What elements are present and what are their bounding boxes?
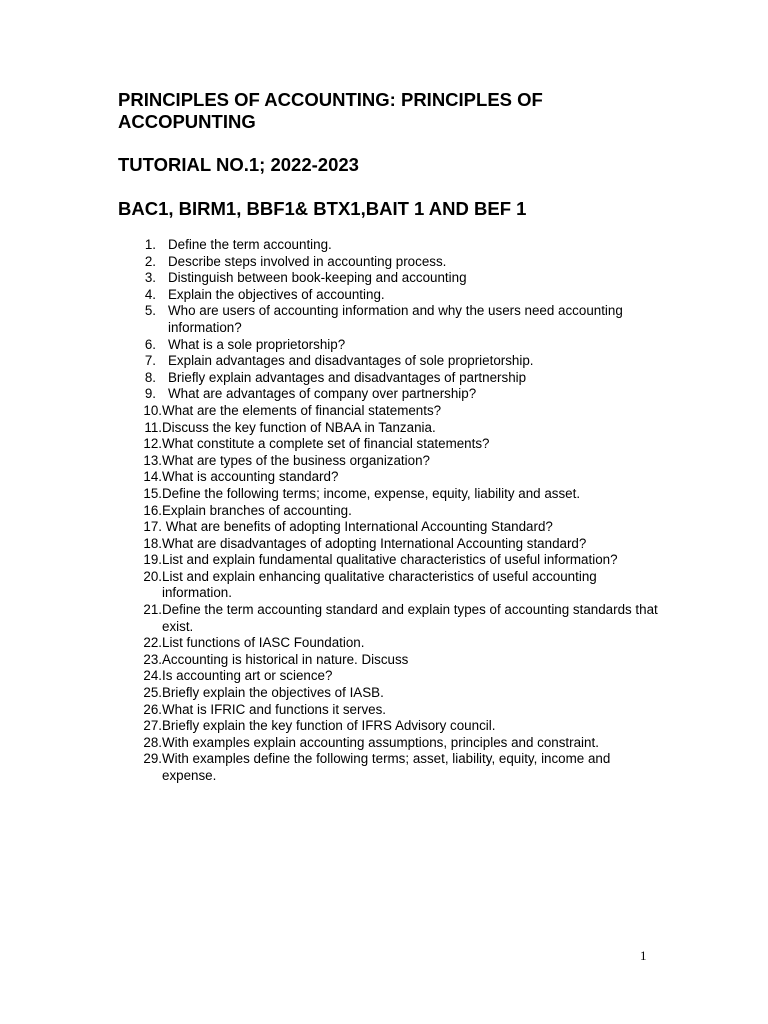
question-text: What are types of the business organization? bbox=[162, 452, 430, 468]
question-item bbox=[130, 436, 660, 453]
question-item bbox=[130, 735, 660, 752]
question-text: Accounting is historical in nature. Discuss bbox=[162, 651, 409, 667]
question-item bbox=[130, 685, 660, 702]
question-text: List and explain fundamental qualitative characteristics of useful information? bbox=[162, 552, 618, 568]
question-number: 15. bbox=[143, 485, 162, 501]
question-item bbox=[130, 569, 660, 602]
question-item bbox=[130, 635, 660, 652]
question-number: 13. bbox=[143, 452, 162, 468]
question-item bbox=[130, 353, 660, 370]
question-text: Explain advantages and disadvantages of sole proprietorship. bbox=[168, 353, 534, 369]
question-text: Is accounting art or science? bbox=[162, 668, 333, 684]
question-item bbox=[130, 519, 660, 536]
question-text: Who are users of accounting information and why the users need accounting information? bbox=[168, 303, 627, 335]
question-text: Explain the objectives of accounting. bbox=[168, 286, 385, 302]
question-text: List and explain enhancing qualitative characteristics of useful accounting information. bbox=[162, 568, 601, 601]
page-number: 1 bbox=[640, 948, 647, 963]
question-item bbox=[130, 718, 660, 735]
question-item bbox=[130, 668, 660, 685]
question-number: 14. bbox=[143, 469, 162, 485]
question-text: With examples explain accounting assumptions, principles and constraint. bbox=[162, 734, 599, 750]
question-text: Explain branches of accounting. bbox=[162, 502, 352, 518]
question-item bbox=[130, 303, 660, 336]
question-item bbox=[130, 420, 660, 437]
question-number: 17. bbox=[143, 519, 162, 535]
question-number: 18. bbox=[143, 535, 162, 551]
question-item bbox=[130, 552, 660, 569]
question-number: 10. bbox=[143, 402, 162, 418]
question-text: What is IFRIC and functions it serves. bbox=[162, 701, 386, 717]
question-number: 24. bbox=[143, 668, 162, 684]
question-item bbox=[130, 602, 660, 635]
question-item bbox=[130, 486, 660, 503]
question-text: Define the following terms; income, expense, equity, liability and asset. bbox=[162, 485, 581, 501]
question-number: 7. bbox=[144, 353, 156, 369]
question-item bbox=[130, 337, 660, 354]
question-text: What is a sole proprietorship? bbox=[168, 336, 346, 352]
question-item bbox=[130, 702, 660, 719]
question-number: 8. bbox=[144, 369, 156, 385]
document-title: PRINCIPLES OF ACCOUNTING: PRINCIPLES OF ACCOPUNTING bbox=[118, 89, 543, 132]
question-number: 23. bbox=[143, 651, 162, 667]
question-number: 3. bbox=[144, 270, 156, 286]
question-number: 2. bbox=[144, 253, 156, 269]
question-text: Briefly explain the objectives of IASB. bbox=[162, 685, 384, 701]
question-item bbox=[130, 469, 660, 486]
question-number: 28. bbox=[143, 734, 162, 750]
question-text: What are benefits of adopting International Accounting Standard? bbox=[162, 519, 553, 535]
question-item bbox=[130, 503, 660, 520]
question-number: 21. bbox=[143, 602, 162, 618]
question-number: 20. bbox=[143, 568, 162, 584]
question-number: 19. bbox=[143, 552, 162, 568]
question-number: 29. bbox=[143, 751, 162, 767]
question-number: 9. bbox=[144, 386, 156, 402]
question-item bbox=[130, 370, 660, 387]
question-number: 12. bbox=[143, 436, 162, 452]
question-text: What constitute a complete set of financial statements? bbox=[162, 436, 490, 452]
question-item bbox=[130, 287, 660, 304]
tutorial-heading: TUTORIAL NO.1; 2022-2023 bbox=[118, 154, 359, 175]
question-item bbox=[130, 403, 660, 420]
question-number: 11. bbox=[144, 419, 162, 435]
question-number: 4. bbox=[144, 286, 156, 302]
question-item bbox=[130, 453, 660, 470]
question-text: With examples define the following terms; asset, liability, equity, income and expense. bbox=[162, 751, 615, 783]
question-text: What are advantages of company over partnership? bbox=[168, 386, 477, 402]
question-text: Discuss the key function of NBAA in Tanzania. bbox=[162, 419, 436, 435]
classes-heading: BAC1, BIRM1, BBF1& BTX1,BAIT 1 AND BEF 1 bbox=[118, 198, 527, 219]
question-text: What is accounting standard? bbox=[162, 469, 339, 485]
question-item bbox=[130, 386, 660, 403]
question-number: 1. bbox=[144, 237, 156, 252]
question-text: Distinguish between book-keeping and accounting bbox=[168, 270, 467, 286]
question-text: List functions of IASC Foundation. bbox=[162, 635, 365, 651]
question-text: What are disadvantages of adopting International Accounting standard? bbox=[162, 535, 587, 551]
question-number: 26. bbox=[143, 701, 162, 717]
question-item bbox=[130, 237, 660, 254]
question-text: What are the elements of financial statements? bbox=[162, 402, 442, 418]
question-number: 5. bbox=[144, 303, 156, 319]
question-text: Briefly explain advantages and disadvantages of partnership bbox=[168, 369, 527, 385]
question-number: 6. bbox=[144, 336, 156, 352]
question-number: 27. bbox=[143, 718, 162, 734]
question-text: Describe steps involved in accounting process. bbox=[168, 253, 447, 269]
question-item bbox=[130, 270, 660, 287]
question-item bbox=[130, 751, 660, 784]
question-number: 25. bbox=[143, 685, 162, 701]
question-text: Define the term accounting. bbox=[168, 237, 332, 252]
question-number: 16. bbox=[143, 502, 162, 518]
question-item bbox=[130, 254, 660, 271]
question-list bbox=[130, 237, 660, 785]
question-item bbox=[130, 652, 660, 669]
question-item bbox=[130, 536, 660, 553]
question-number: 22. bbox=[143, 635, 162, 651]
question-text: Define the term accounting standard and explain types of accounting standards that exist. bbox=[162, 602, 662, 634]
question-text: Briefly explain the key function of IFRS Advisory council. bbox=[162, 718, 496, 734]
